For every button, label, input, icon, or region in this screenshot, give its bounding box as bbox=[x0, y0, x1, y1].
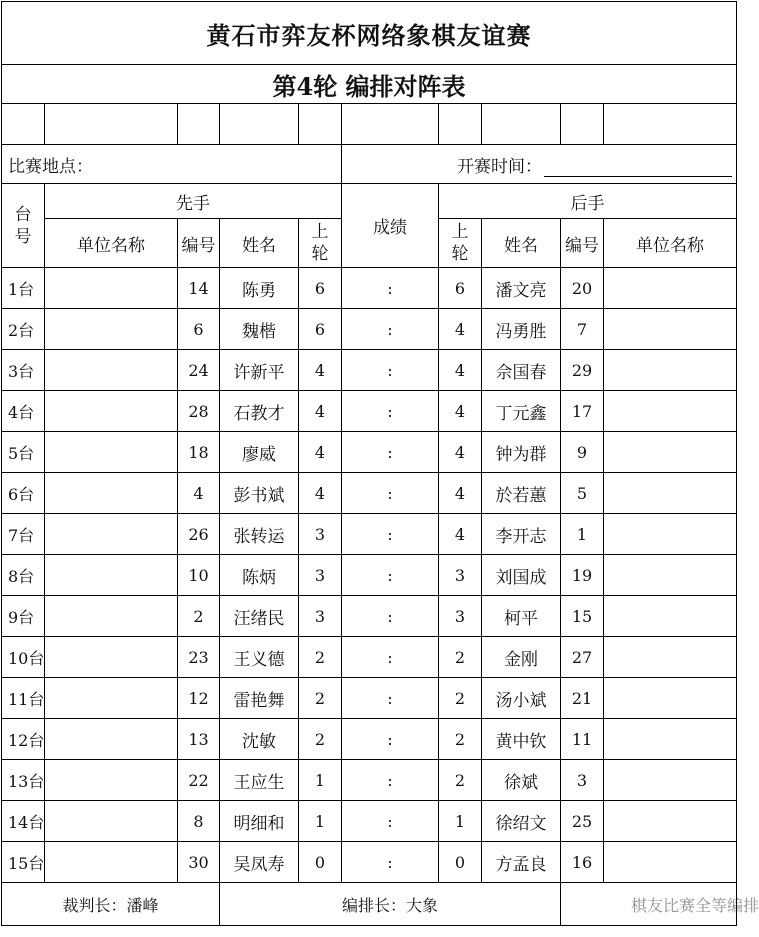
first-name-cell: 石教才 bbox=[220, 391, 299, 432]
second-prev-round-cell: 4 bbox=[439, 350, 482, 391]
first-number-cell: 23 bbox=[178, 637, 220, 678]
result-cell: : bbox=[342, 309, 439, 350]
board-cell: 5台 bbox=[2, 432, 45, 473]
second-prev-round-cell: 4 bbox=[439, 432, 482, 473]
board-cell: 9台 bbox=[2, 596, 45, 637]
pairing-table bbox=[1, 1, 759, 926]
first-number-cell: 4 bbox=[178, 473, 220, 514]
second-unit-cell bbox=[604, 432, 737, 473]
board-cell: 11台 bbox=[2, 678, 45, 719]
result-cell: : bbox=[342, 350, 439, 391]
first-name-cell: 彭书斌 bbox=[220, 473, 299, 514]
second-unit-cell bbox=[604, 473, 737, 514]
first-prev-round-cell: 3 bbox=[299, 596, 342, 637]
first-prev-round-cell: 4 bbox=[299, 391, 342, 432]
first-number-cell: 14 bbox=[178, 268, 220, 309]
venue-label: 比赛地点： bbox=[2, 145, 342, 184]
first-prev-round-cell: 1 bbox=[299, 801, 342, 842]
board-cell: 13台 bbox=[2, 760, 45, 801]
second-name-cell: 潘文亮 bbox=[482, 268, 561, 309]
second-number-cell: 15 bbox=[561, 596, 604, 637]
first-prev-round-cell: 0 bbox=[299, 842, 342, 883]
result-cell: : bbox=[342, 842, 439, 883]
table-row bbox=[2, 432, 737, 473]
first-unit-cell bbox=[45, 555, 178, 596]
result-cell: : bbox=[342, 473, 439, 514]
second-name-cell: 汤小斌 bbox=[482, 678, 561, 719]
second-unit-cell bbox=[604, 719, 737, 760]
second-number-cell: 1 bbox=[561, 514, 604, 555]
footer-note: 棋友比赛全等编排 bbox=[561, 883, 737, 926]
round-subtitle: 第4轮 编排对阵表 bbox=[2, 65, 737, 104]
second-number-cell: 20 bbox=[561, 268, 604, 309]
result-cell: : bbox=[342, 678, 439, 719]
second-prev-round-cell: 4 bbox=[439, 473, 482, 514]
result-cell: : bbox=[342, 719, 439, 760]
second-prev-round-cell: 2 bbox=[439, 637, 482, 678]
board-cell: 8台 bbox=[2, 555, 45, 596]
second-number-cell: 29 bbox=[561, 350, 604, 391]
second-unit-cell bbox=[604, 391, 737, 432]
first-number-cell: 10 bbox=[178, 555, 220, 596]
board-cell: 1台 bbox=[2, 268, 45, 309]
second-unit-cell bbox=[604, 801, 737, 842]
first-number-cell: 13 bbox=[178, 719, 220, 760]
table-row bbox=[2, 514, 737, 555]
first-number-cell: 30 bbox=[178, 842, 220, 883]
first-unit-cell bbox=[45, 719, 178, 760]
second-unit-cell bbox=[604, 350, 737, 391]
second-unit-cell bbox=[604, 678, 737, 719]
result-cell: : bbox=[342, 637, 439, 678]
first-prev-round-cell: 6 bbox=[299, 268, 342, 309]
header-unit-second: 单位名称 bbox=[604, 219, 737, 268]
first-unit-cell bbox=[45, 391, 178, 432]
first-number-cell: 6 bbox=[178, 309, 220, 350]
first-name-cell: 王应生 bbox=[220, 760, 299, 801]
first-unit-cell bbox=[45, 678, 178, 719]
first-number-cell: 18 bbox=[178, 432, 220, 473]
second-number-cell: 16 bbox=[561, 842, 604, 883]
table-row bbox=[2, 678, 737, 719]
first-prev-round-cell: 1 bbox=[299, 760, 342, 801]
first-unit-cell bbox=[45, 637, 178, 678]
second-number-cell: 7 bbox=[561, 309, 604, 350]
second-name-cell: 黄中钦 bbox=[482, 719, 561, 760]
second-number-cell: 9 bbox=[561, 432, 604, 473]
header-prev-round-second: 上 轮 bbox=[439, 219, 482, 268]
second-unit-cell bbox=[604, 637, 737, 678]
second-unit-cell bbox=[604, 596, 737, 637]
arranger: 编排长：大象 bbox=[220, 883, 561, 926]
board-cell: 2台 bbox=[2, 309, 45, 350]
first-name-cell: 汪绪民 bbox=[220, 596, 299, 637]
second-unit-cell bbox=[604, 842, 737, 883]
board-cell: 15台 bbox=[2, 842, 45, 883]
second-prev-round-cell: 3 bbox=[439, 555, 482, 596]
first-name-cell: 廖威 bbox=[220, 432, 299, 473]
table-row bbox=[2, 637, 737, 678]
second-number-cell: 25 bbox=[561, 801, 604, 842]
first-name-cell: 陈炳 bbox=[220, 555, 299, 596]
first-name-cell: 雷艳舞 bbox=[220, 678, 299, 719]
result-cell: : bbox=[342, 555, 439, 596]
second-prev-round-cell: 2 bbox=[439, 719, 482, 760]
first-prev-round-cell: 4 bbox=[299, 432, 342, 473]
second-name-cell: 徐斌 bbox=[482, 760, 561, 801]
first-prev-round-cell: 2 bbox=[299, 719, 342, 760]
board-cell: 7台 bbox=[2, 514, 45, 555]
first-unit-cell bbox=[45, 842, 178, 883]
result-cell: : bbox=[342, 801, 439, 842]
first-name-cell: 王义德 bbox=[220, 637, 299, 678]
header-number-second: 编号 bbox=[561, 219, 604, 268]
blank-row bbox=[2, 104, 737, 145]
sheet-title: 黄石市弈友杯网络象棋友谊赛 bbox=[2, 2, 737, 65]
first-unit-cell bbox=[45, 760, 178, 801]
first-number-cell: 24 bbox=[178, 350, 220, 391]
table-row bbox=[2, 309, 737, 350]
header-name-first: 姓名 bbox=[220, 219, 299, 268]
second-prev-round-cell: 6 bbox=[439, 268, 482, 309]
second-name-cell: 李开志 bbox=[482, 514, 561, 555]
table-row bbox=[2, 842, 737, 883]
second-prev-round-cell: 4 bbox=[439, 514, 482, 555]
second-name-cell: 丁元鑫 bbox=[482, 391, 561, 432]
second-unit-cell bbox=[604, 555, 737, 596]
start-time-cell bbox=[342, 145, 737, 184]
first-prev-round-cell: 3 bbox=[299, 555, 342, 596]
table-row bbox=[2, 760, 737, 801]
result-cell: : bbox=[342, 391, 439, 432]
first-prev-round-cell: 2 bbox=[299, 678, 342, 719]
second-name-cell: 徐绍文 bbox=[482, 801, 561, 842]
second-unit-cell bbox=[604, 309, 737, 350]
second-number-cell: 19 bbox=[561, 555, 604, 596]
second-name-cell: 冯勇胜 bbox=[482, 309, 561, 350]
second-prev-round-cell: 1 bbox=[439, 801, 482, 842]
header-first-player: 先手 bbox=[45, 184, 342, 219]
second-name-cell: 金刚 bbox=[482, 637, 561, 678]
first-name-cell: 魏楷 bbox=[220, 309, 299, 350]
second-number-cell: 27 bbox=[561, 637, 604, 678]
first-name-cell: 陈勇 bbox=[220, 268, 299, 309]
header-board: 台 号 bbox=[2, 184, 45, 268]
header-name-second: 姓名 bbox=[482, 219, 561, 268]
table-row bbox=[2, 719, 737, 760]
second-unit-cell bbox=[604, 514, 737, 555]
table-row bbox=[2, 596, 737, 637]
second-name-cell: 於若蕙 bbox=[482, 473, 561, 514]
start-time-label: 开赛时间： bbox=[457, 156, 543, 177]
table-row bbox=[2, 555, 737, 596]
referee: 裁判长：潘峰 bbox=[2, 883, 220, 926]
first-number-cell: 22 bbox=[178, 760, 220, 801]
result-cell: : bbox=[342, 432, 439, 473]
table-row bbox=[2, 350, 737, 391]
table-row bbox=[2, 391, 737, 432]
header-result: 成绩 bbox=[342, 184, 439, 268]
second-prev-round-cell: 2 bbox=[439, 760, 482, 801]
table-row bbox=[2, 473, 737, 514]
second-prev-round-cell: 3 bbox=[439, 596, 482, 637]
second-prev-round-cell: 4 bbox=[439, 309, 482, 350]
first-name-cell: 张转运 bbox=[220, 514, 299, 555]
second-number-cell: 5 bbox=[561, 473, 604, 514]
board-cell: 12台 bbox=[2, 719, 45, 760]
first-prev-round-cell: 4 bbox=[299, 350, 342, 391]
first-name-cell: 沈敏 bbox=[220, 719, 299, 760]
header-unit-first: 单位名称 bbox=[45, 219, 178, 268]
table-row bbox=[2, 268, 737, 309]
result-cell: : bbox=[342, 760, 439, 801]
first-prev-round-cell: 6 bbox=[299, 309, 342, 350]
second-number-cell: 17 bbox=[561, 391, 604, 432]
board-cell: 10台 bbox=[2, 637, 45, 678]
first-name-cell: 明细和 bbox=[220, 801, 299, 842]
second-name-cell: 佘国春 bbox=[482, 350, 561, 391]
first-prev-round-cell: 3 bbox=[299, 514, 342, 555]
second-name-cell: 钟为群 bbox=[482, 432, 561, 473]
second-name-cell: 柯平 bbox=[482, 596, 561, 637]
first-unit-cell bbox=[45, 432, 178, 473]
first-number-cell: 8 bbox=[178, 801, 220, 842]
result-cell: : bbox=[342, 514, 439, 555]
second-number-cell: 11 bbox=[561, 719, 604, 760]
table-row bbox=[2, 801, 737, 842]
first-unit-cell bbox=[45, 350, 178, 391]
second-name-cell: 刘国成 bbox=[482, 555, 561, 596]
first-unit-cell bbox=[45, 309, 178, 350]
board-cell: 3台 bbox=[2, 350, 45, 391]
first-name-cell: 许新平 bbox=[220, 350, 299, 391]
first-prev-round-cell: 4 bbox=[299, 473, 342, 514]
first-unit-cell bbox=[45, 473, 178, 514]
first-unit-cell bbox=[45, 268, 178, 309]
second-prev-round-cell: 4 bbox=[439, 391, 482, 432]
first-number-cell: 26 bbox=[178, 514, 220, 555]
pairing-rows bbox=[2, 268, 737, 883]
first-name-cell: 吴凤寿 bbox=[220, 842, 299, 883]
second-unit-cell bbox=[604, 268, 737, 309]
result-cell: : bbox=[342, 268, 439, 309]
first-unit-cell bbox=[45, 801, 178, 842]
first-unit-cell bbox=[45, 596, 178, 637]
header-second-player: 后手 bbox=[439, 184, 737, 219]
board-cell: 4台 bbox=[2, 391, 45, 432]
board-cell: 14台 bbox=[2, 801, 45, 842]
first-number-cell: 28 bbox=[178, 391, 220, 432]
second-name-cell: 方孟良 bbox=[482, 842, 561, 883]
second-prev-round-cell: 0 bbox=[439, 842, 482, 883]
result-cell: : bbox=[342, 596, 439, 637]
header-prev-round-first: 上 轮 bbox=[299, 219, 342, 268]
second-prev-round-cell: 2 bbox=[439, 678, 482, 719]
first-number-cell: 2 bbox=[178, 596, 220, 637]
second-number-cell: 3 bbox=[561, 760, 604, 801]
first-number-cell: 12 bbox=[178, 678, 220, 719]
first-unit-cell bbox=[45, 514, 178, 555]
board-cell: 6台 bbox=[2, 473, 45, 514]
second-number-cell: 21 bbox=[561, 678, 604, 719]
start-time-blank-line bbox=[544, 158, 732, 177]
header-number-first: 编号 bbox=[178, 219, 220, 268]
first-prev-round-cell: 2 bbox=[299, 637, 342, 678]
second-unit-cell bbox=[604, 760, 737, 801]
